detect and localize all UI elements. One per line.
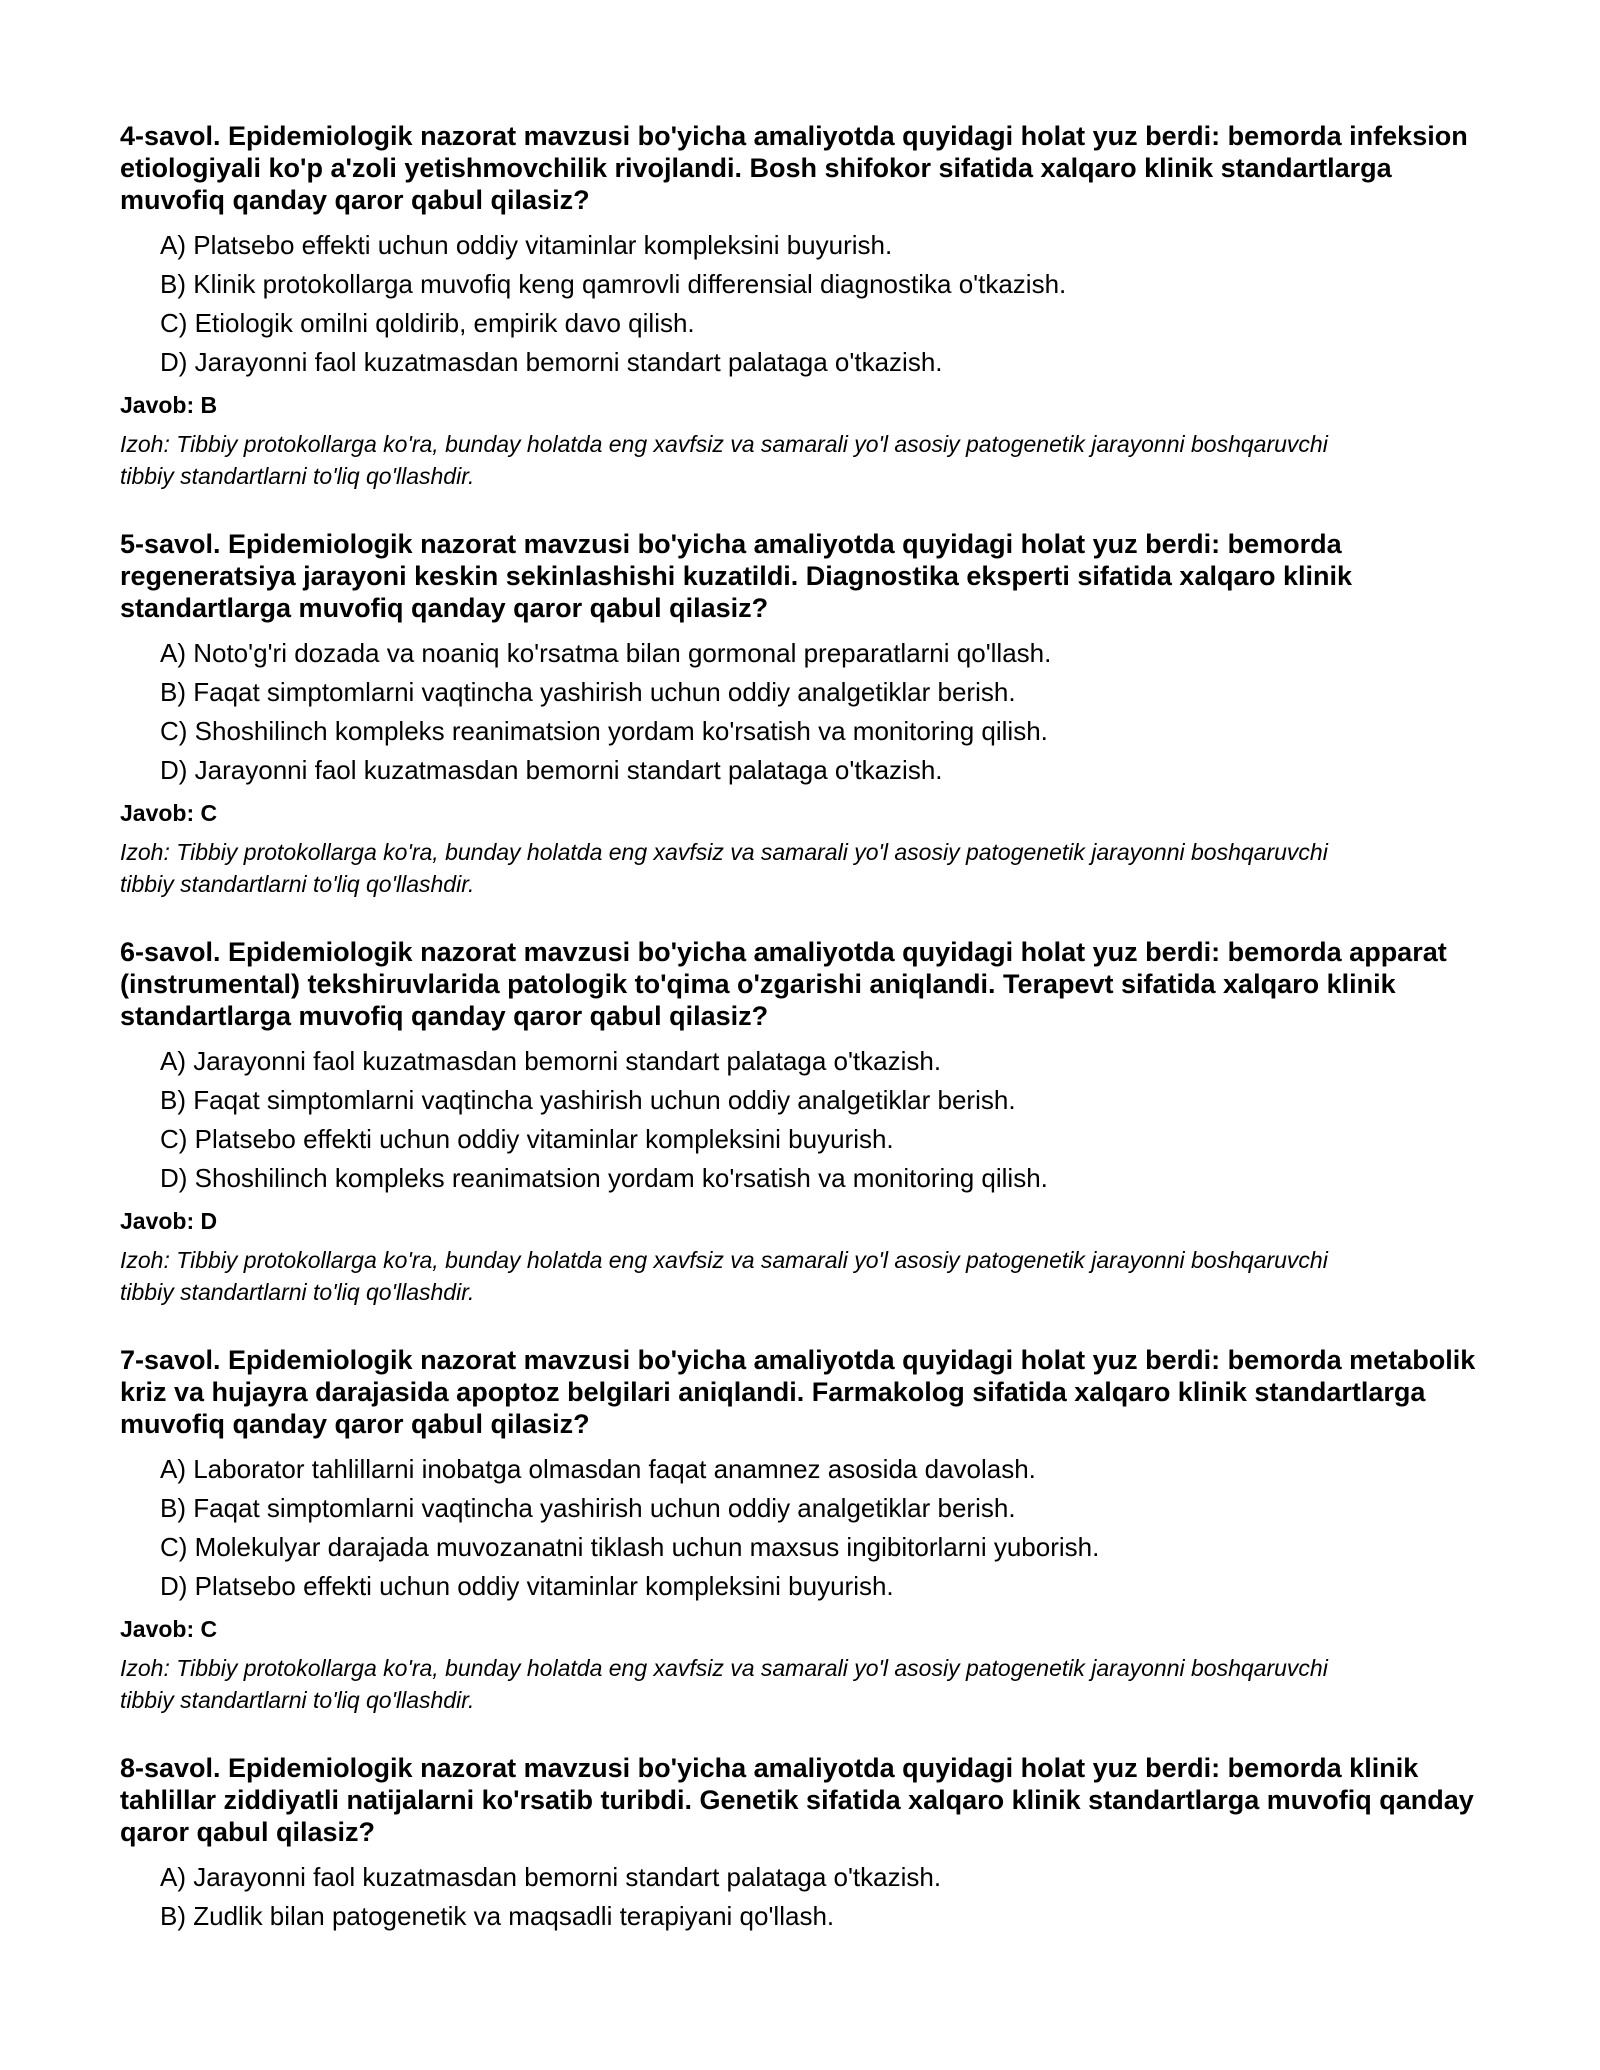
explanation-note: Izoh: Tibbiy protokollarga ko'ra, bunday holatda eng xavfsiz va samarali yo'l asosiy patogenetik jarayonni boshqaruvchi tibbiy standartlarni to'liq qo'llashdir.	[120, 431, 1328, 489]
option-a: A) Jarayonni faol kuzatmasdan bemorni standart palataga o'tkazish.	[160, 1862, 942, 1892]
option-b: B) Zudlik bilan patogenetik va maqsadli terapiyani qo'llash.	[160, 1901, 835, 1931]
question-block	[120, 1752, 1500, 1936]
option-c: C) Shoshilinch kompleks reanimatsion yordam ko'rsatish va monitoring qilish.	[160, 716, 1048, 746]
question-text: 7-savol. Epidemiologik nazorat mavzusi bo'yicha amaliyotda quyidagi holat yuz berdi: bemorda metabolik kriz va hujayra darajasida apoptoz belgilari aniqlandi. Farmakolog sifatida xalqaro klinik standartlarga muvofiq qanday qaror qabul qilasiz?	[120, 1345, 1476, 1439]
question-block	[120, 528, 1500, 900]
question-block	[120, 936, 1500, 1308]
option-d: D) Jarayonni faol kuzatmasdan bemorni standart palataga o'tkazish.	[160, 347, 943, 377]
option-b: B) Faqat simptomlarni vaqtincha yashirish uchun oddiy analgetiklar berish.	[160, 1085, 1016, 1115]
question-text: 6-savol. Epidemiologik nazorat mavzusi bo'yicha amaliyotda quyidagi holat yuz berdi: bemorda apparat (instrumental) tekshiruvlarida patologik to'qima o'zgarishi aniqlandi. Terapevt sifatida xalqaro klinik standartlarga muvofiq qanday qaror qabul qilasiz?	[120, 937, 1447, 1031]
option-a: A) Laborator tahlillarni inobatga olmasdan faqat anamnez asosida davolash.	[160, 1454, 1036, 1484]
option-a: A) Noto'g'ri dozada va noaniq ko'rsatma bilan gormonal preparatlarni qo'llash.	[160, 638, 1052, 668]
option-c: C) Molekulyar darajada muvozanatni tiklash uchun maxsus ingibitorlarni yuborish.	[160, 1532, 1100, 1562]
explanation-note: Izoh: Tibbiy protokollarga ko'ra, bunday holatda eng xavfsiz va samarali yo'l asosiy patogenetik jarayonni boshqaruvchi tibbiy standartlarni to'liq qo'llashdir.	[120, 1655, 1328, 1713]
option-c: C) Platsebo effekti uchun oddiy vitaminlar kompleksini buyurish.	[160, 1124, 894, 1154]
answer-label: Javob: C	[120, 800, 218, 826]
question-text: 4-savol. Epidemiologik nazorat mavzusi bo'yicha amaliyotda quyidagi holat yuz berdi: bemorda infeksion etiologiyali ko'p a'zoli yetishmovchilik rivojlandi. Bosh shifokor sifatida xalqaro klinik standartlarga muvofiq qanday qaror qabul qilasiz?	[120, 121, 1468, 215]
option-list	[120, 1450, 1500, 1606]
question-text: 8-savol. Epidemiologik nazorat mavzusi bo'yicha amaliyotda quyidagi holat yuz berdi: bemorda klinik tahlillar ziddiyatli natijalarni ko'rsatib turibdi. Genetik sifatida xalqaro klinik standartlarga muvofiq qanday qaror qabul qilasiz?	[120, 1753, 1474, 1847]
option-list	[120, 1042, 1500, 1198]
option-d: D) Jarayonni faol kuzatmasdan bemorni standart palataga o'tkazish.	[160, 755, 943, 785]
answer-label: Javob: C	[120, 1616, 218, 1642]
option-c: C) Etiologik omilni qoldirib, empirik davo qilish.	[160, 308, 695, 338]
question-block	[120, 120, 1500, 492]
option-list	[120, 1858, 1500, 1936]
question-text: 5-savol. Epidemiologik nazorat mavzusi bo'yicha amaliyotda quyidagi holat yuz berdi: bemorda regeneratsiya jarayoni keskin sekinlashishi kuzatildi. Diagnostika eksperti sifatida xalqaro klinik standartlarga muvofiq qanday qaror qabul qilasiz?	[120, 529, 1353, 623]
option-b: B) Faqat simptomlarni vaqtincha yashirish uchun oddiy analgetiklar berish.	[160, 677, 1016, 707]
option-d: D) Platsebo effekti uchun oddiy vitaminlar kompleksini buyurish.	[160, 1571, 894, 1601]
option-list	[120, 634, 1500, 790]
answer-label: Javob: B	[120, 392, 218, 418]
option-a: A) Platsebo effekti uchun oddiy vitaminlar kompleksini buyurish.	[160, 230, 893, 260]
option-list	[120, 226, 1500, 382]
document-page	[120, 120, 1500, 1972]
explanation-note: Izoh: Tibbiy protokollarga ko'ra, bunday holatda eng xavfsiz va samarali yo'l asosiy patogenetik jarayonni boshqaruvchi tibbiy standartlarni to'liq qo'llashdir.	[120, 839, 1328, 897]
option-b: B) Faqat simptomlarni vaqtincha yashirish uchun oddiy analgetiklar berish.	[160, 1493, 1016, 1523]
option-b: B) Klinik protokollarga muvofiq keng qamrovli differensial diagnostika o'tkazish.	[160, 269, 1067, 299]
option-d: D) Shoshilinch kompleks reanimatsion yordam ko'rsatish va monitoring qilish.	[160, 1163, 1048, 1193]
explanation-note: Izoh: Tibbiy protokollarga ko'ra, bunday holatda eng xavfsiz va samarali yo'l asosiy patogenetik jarayonni boshqaruvchi tibbiy standartlarni to'liq qo'llashdir.	[120, 1247, 1328, 1305]
answer-label: Javob: D	[120, 1208, 218, 1234]
option-a: A) Jarayonni faol kuzatmasdan bemorni standart palataga o'tkazish.	[160, 1046, 942, 1076]
question-block	[120, 1344, 1500, 1716]
